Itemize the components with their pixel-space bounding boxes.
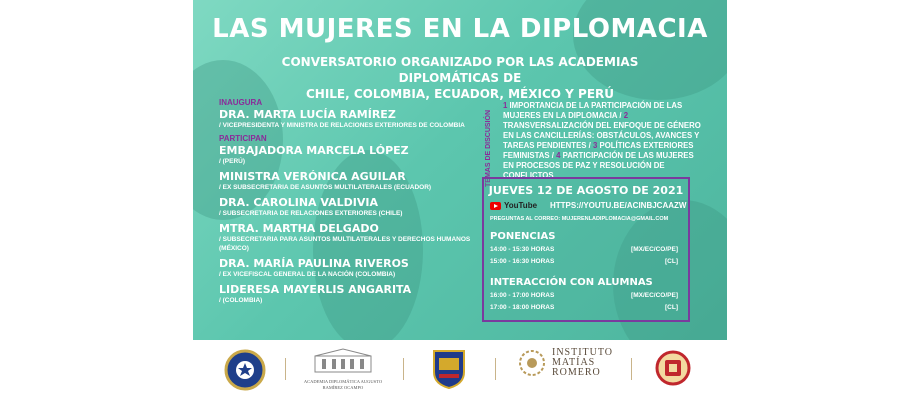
subtitle-line: CHILE, COLOMBIA, ECUADOR, MÉXICO Y PERÚ xyxy=(305,87,615,101)
event-poster xyxy=(193,0,727,340)
logo-separator xyxy=(285,358,286,380)
topic-number: 2 xyxy=(623,111,629,120)
schedule-time: 14:00 - 15:30 HORAS xyxy=(490,246,555,253)
academia-colombia-name: ACADEMIA DIPLOMÁTICA AUGUSTO RAMÍREZ OCAMPO xyxy=(303,379,383,390)
topic-text: POLÍTICAS EXTERIORES FEMINISTAS / xyxy=(503,141,694,160)
speaker-name: DRA. CAROLINA VALDIVIA xyxy=(219,196,379,209)
speakers-list xyxy=(219,98,479,309)
topic-text: IMPORTANCIA DE LA PARTICIPACIÓN DE LAS MUJERES EN LA DIPLOMACIA / xyxy=(503,101,683,120)
speaker-role: / SUBSECRETARIA PARA ASUNTOS MULTILATERALES Y DERECHOS HUMANOS (MÉXICO) xyxy=(219,236,471,252)
schedule-time: 16:00 - 17:00 HORAS xyxy=(490,292,555,299)
topic-number: 4 xyxy=(556,151,561,160)
topic-number: 1 xyxy=(503,101,508,110)
instituto-line: INSTITUTO xyxy=(552,347,614,358)
academia-seal-icon xyxy=(223,348,267,392)
speaker-role: / (COLOMBIA) xyxy=(219,297,263,304)
instituto-name xyxy=(552,348,613,378)
speaker-name: MTRA. MARTHA DELGADO xyxy=(219,222,379,235)
speaker-name: DRA. MARTA LUCÍA RAMÍREZ xyxy=(219,108,396,121)
schedule-row xyxy=(490,304,678,311)
stream-link[interactable]: HTTPS://YOUTU.BE/ACINBJCAAZW xyxy=(550,201,687,210)
youtube-play-icon xyxy=(490,202,501,210)
logo-separator xyxy=(403,358,404,380)
schedule-zone: [MX/EC/CO/PE] xyxy=(631,246,678,253)
email-label: PREGUNTAS AL CORREO: xyxy=(490,216,561,222)
section-label: PARTICIPAN xyxy=(219,134,267,143)
youtube-brand: YouTube xyxy=(504,201,538,210)
ponencias-heading: PONENCIAS xyxy=(490,231,556,242)
logos-bar xyxy=(193,340,727,400)
speaker-name: DRA. MARÍA PAULINA RIVEROS xyxy=(219,257,409,270)
building-icon xyxy=(313,348,373,374)
topic-text: PARTICIPACIÓN DE LAS MUJERES EN PROCESOS DE PAZ Y RESOLUCIÓN DE CONFLICTOS xyxy=(503,151,694,180)
schedule-zone: [CL] xyxy=(665,258,678,265)
instituto-matias-romero-logo xyxy=(518,348,613,378)
section-label: INAUGURA xyxy=(219,98,263,107)
instituto-line: MATÍAS xyxy=(552,357,596,368)
speaker-role: / (PERÚ) xyxy=(219,158,245,165)
speaker-role: / EX SUBSECRETARIA DE ASUNTOS MULTILATERALES (ECUADOR) xyxy=(219,184,432,191)
topics-text xyxy=(503,101,703,181)
speaker-name: EMBAJADORA MARCELA LÓPEZ xyxy=(219,144,409,157)
subtitle-line: CONVERSATORIO ORGANIZADO POR LAS ACADEMIAS DIPLOMÁTICAS DE xyxy=(281,55,639,85)
topics-label: TEMAS DE DISCUSIÓN xyxy=(485,109,492,187)
poster-subtitle xyxy=(233,54,687,102)
schedule-row xyxy=(490,246,678,253)
instituto-line: ROMERO xyxy=(552,367,601,378)
logo-separator xyxy=(631,358,632,380)
schedule-time: 17:00 - 18:00 HORAS xyxy=(490,304,555,311)
event-date: JUEVES 12 DE AGOSTO DE 2021 xyxy=(488,184,684,197)
schedule-zone: [MX/EC/CO/PE] xyxy=(631,292,678,299)
speaker-role: / VICEPRESIDENTA Y MINISTRA DE RELACIONES EXTERIORES DE COLOMBIA xyxy=(219,122,465,129)
email-address[interactable]: MUJERENLADIPLOMACIA@GMAIL.COM xyxy=(561,216,669,222)
topic-text: TRANSVERSALIZACIÓN DEL ENFOQUE DE GÉNERO EN LAS CANCILLERÍAS: OBSTÁCULOS, AVANCES Y TAREAS PENDIENTES / xyxy=(503,121,701,150)
poster-title: LAS MUJERES EN LA DIPLOMACIA xyxy=(212,14,708,44)
questions-email xyxy=(490,216,668,222)
peru-academia-crest-icon xyxy=(655,348,691,390)
event-info-box xyxy=(482,177,690,322)
speaker-name: LIDERESA MAYERLIS ANGARITA xyxy=(219,283,412,296)
youtube-logo xyxy=(490,201,537,210)
speaker-role: / SUBSECRETARIA DE RELACIONES EXTERIORES (CHILE) xyxy=(219,210,403,217)
speaker-role: / EX VICEFISCAL GENERAL DE LA NACIÓN (COLOMBIA) xyxy=(219,271,396,278)
shield-crest-icon xyxy=(431,348,467,390)
interaccion-heading: INTERACCIÓN CON ALUMNAS xyxy=(490,277,653,288)
schedule-row xyxy=(490,258,678,265)
academia-colombia-logo xyxy=(303,348,383,391)
topic-number: 3 xyxy=(592,141,598,150)
logo-separator xyxy=(495,358,496,380)
ornament-icon xyxy=(518,349,546,377)
speaker-name: MINISTRA VERÓNICA AGUILAR xyxy=(219,170,406,183)
schedule-time: 15:00 - 16:30 HORAS xyxy=(490,258,555,265)
schedule-row xyxy=(490,292,678,299)
schedule-zone: [CL] xyxy=(665,304,678,311)
